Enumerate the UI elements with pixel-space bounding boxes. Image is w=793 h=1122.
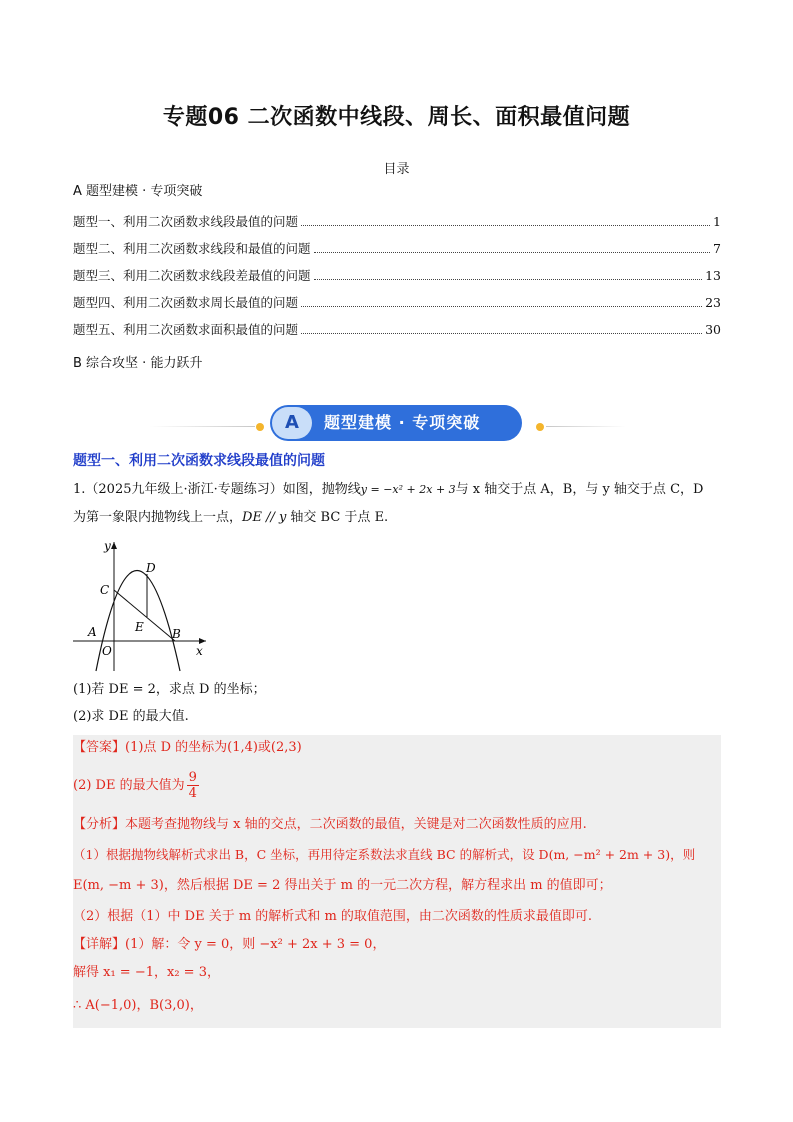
problem-relation: DE // y bbox=[242, 510, 287, 525]
axis-label-x: x bbox=[196, 644, 203, 658]
toc-item[interactable] bbox=[73, 293, 721, 311]
answer-line-2 bbox=[73, 770, 199, 801]
toc-section-a: A 题型建模 · 专项突破 bbox=[73, 184, 203, 199]
sub-question-2: (2)求 DE 的最大值. bbox=[73, 709, 189, 724]
analysis-text: 本题考查抛物线与 x 轴的交点，二次函数的最值，关键是对二次函数性质的应用. bbox=[125, 817, 587, 832]
toc-section-b: B 综合攻坚 · 能力跃升 bbox=[73, 356, 203, 371]
answer-part-2: (2) DE 的最大值为 bbox=[73, 778, 185, 793]
toc-page-number: 1 bbox=[713, 214, 721, 229]
toc-leader bbox=[314, 270, 703, 280]
detail-line-2: 解得 x₁ = −1，x₂ = 3， bbox=[73, 965, 220, 980]
banner-letter: A bbox=[272, 407, 312, 439]
detail-text: (1）解：令 y = 0，则 −x² + 2x + 3 = 0， bbox=[125, 937, 386, 952]
banner-rule-left bbox=[150, 426, 255, 427]
banner-dot-right bbox=[536, 423, 544, 431]
point-label-o: O bbox=[102, 644, 112, 658]
banner-text: 题型建模 · 专项突破 bbox=[324, 413, 481, 432]
toc-heading: 目录 bbox=[383, 162, 410, 177]
answer-part-1: (1)点 D 的坐标为(1,4)或(2,3) bbox=[125, 740, 302, 755]
problem-text: 为第一象限内抛物线上一点， bbox=[73, 510, 243, 525]
sub-question-1: (1)若 DE = 2，求点 D 的坐标； bbox=[73, 682, 266, 697]
toc-item-label: 题型三、利用二次函数求线段差最值的问题 bbox=[73, 268, 311, 283]
fraction-denominator: 4 bbox=[188, 786, 197, 801]
toc-leader bbox=[301, 324, 702, 334]
banner-dot-left bbox=[256, 423, 264, 431]
question-type-heading: 题型一、利用二次函数求线段最值的问题 bbox=[73, 453, 325, 469]
point-label-c: C bbox=[100, 583, 110, 597]
axis-label-y: y bbox=[104, 539, 111, 553]
detail-line-3: ∴ A(−1,0)，B(3,0)， bbox=[73, 998, 203, 1013]
analysis-line-3: E(m, −m + 3)，然后根据 DE = 2 得出关于 m 的一元二次方程，解方程求出 m 的值即可； bbox=[73, 878, 612, 893]
problem-text: 轴交 BC 于点 E. bbox=[286, 510, 389, 525]
toc-page-number: 7 bbox=[713, 241, 721, 256]
parabola-figure bbox=[68, 536, 213, 676]
problem-number: 1. bbox=[73, 482, 86, 497]
answer-line-1 bbox=[73, 738, 302, 758]
point-label-b: B bbox=[172, 627, 181, 641]
toc-leader bbox=[301, 216, 710, 226]
point-label-d: D bbox=[146, 561, 156, 575]
toc-page-number: 23 bbox=[705, 295, 721, 310]
toc-leader bbox=[314, 243, 711, 253]
analysis-line-4: （2）根据（1）中 DE 关于 m 的解析式和 m 的取值范围，由二次函数的性质求最值即可. bbox=[73, 909, 593, 924]
answer-tag: 【答案】 bbox=[73, 740, 126, 755]
toc-item-label: 题型一、利用二次函数求线段最值的问题 bbox=[73, 214, 299, 229]
analysis-tag: 【分析】 bbox=[73, 817, 126, 832]
page-title: 专题06 二次函数中线段、周长、面积最值问题 bbox=[162, 105, 631, 130]
toc-item[interactable] bbox=[73, 239, 721, 257]
problem-text: 与 x 轴交于点 A，B，与 y 轴交于点 C，D bbox=[455, 482, 704, 497]
problem-source: （2025九年级上·浙江·专题练习） bbox=[85, 482, 283, 497]
toc-leader bbox=[301, 297, 702, 307]
problem-text: 如图，抛物线 bbox=[282, 482, 361, 497]
toc-page-number: 30 bbox=[705, 322, 721, 337]
toc-item[interactable] bbox=[73, 212, 721, 230]
answer-fraction bbox=[187, 770, 199, 801]
problem-line-1 bbox=[73, 480, 703, 500]
analysis-line-2: （1）根据抛物线解析式求出 B，C 坐标，再用待定系数法求直线 BC 的解析式，设 D(m, −m² + 2m + 3)，则 bbox=[73, 847, 696, 862]
banner-rule-right bbox=[546, 426, 626, 427]
toc-item[interactable] bbox=[73, 266, 721, 284]
problem-line-2 bbox=[73, 508, 388, 528]
detail-line-1 bbox=[73, 935, 385, 955]
analysis-line-1 bbox=[73, 815, 587, 835]
point-label-e: E bbox=[135, 620, 144, 634]
problem-equation: y = −x² + 2x + 3 bbox=[360, 483, 456, 496]
toc-page-number: 13 bbox=[705, 268, 721, 283]
point-label-a: A bbox=[88, 625, 97, 639]
fraction-numerator: 9 bbox=[188, 770, 197, 785]
toc-item-label: 题型二、利用二次函数求线段和最值的问题 bbox=[73, 241, 311, 256]
toc-item-label: 题型四、利用二次函数求周长最值的问题 bbox=[73, 295, 299, 310]
toc-item[interactable] bbox=[73, 320, 721, 338]
toc-item-label: 题型五、利用二次函数求面积最值的问题 bbox=[73, 322, 299, 337]
detail-tag: 【详解】 bbox=[73, 937, 126, 952]
